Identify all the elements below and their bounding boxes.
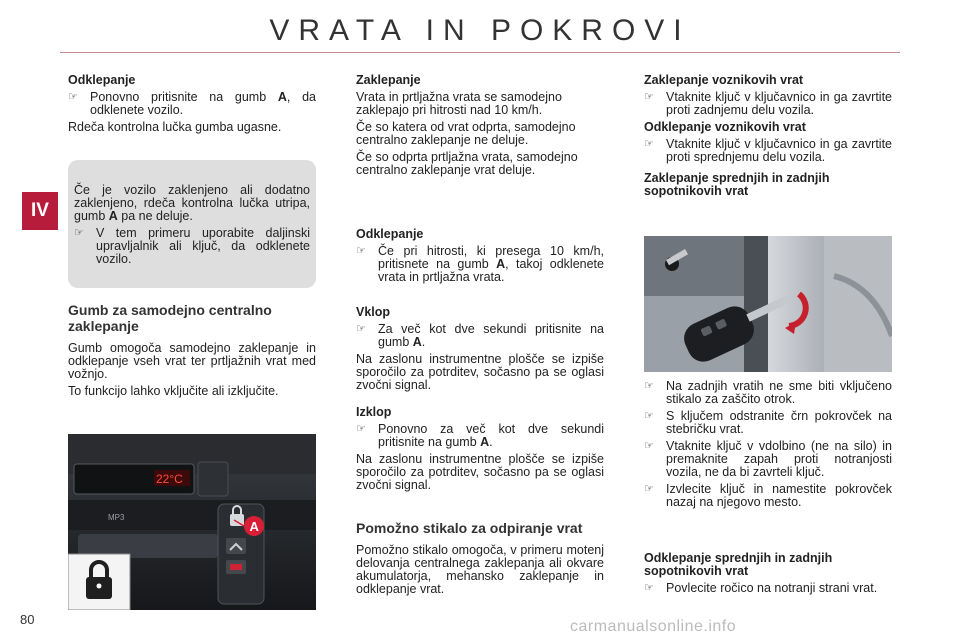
column-2-aux (356, 520, 604, 600)
speed-unlock-bullet: ☞ Če pri hitrosti, ki presega 10 km/h, pritisnete na gumb A, takoj odklenete vrata in prtljažna vrata. (356, 244, 604, 284)
note-text: Če je vozilo zaklenjeno ali dodatno zaklenjeno, rdeča kontrolna lučka utripa, gumb A pa ne deluje. (74, 183, 310, 223)
pointing-hand-icon: ☞ (356, 423, 366, 435)
column-2-off (356, 406, 604, 496)
mp3-label: MP3 (108, 513, 125, 522)
passenger-bullet-1: ☞ Na zadnjih vratih ne sme biti vključeno stikalo za zaščito otrok. (644, 379, 892, 406)
pointing-hand-icon: ☞ (356, 323, 366, 335)
pointing-hand-icon: ☞ (644, 410, 654, 422)
aux-text: Pomožno stikalo omogoča, v primeru motenj delovanja centralnega zaklepanja ali okvare akumulatorja, mehansko zaklepanje in odklepanje vrat. (356, 543, 604, 596)
column-3-bullets (644, 380, 892, 513)
watermark: carmanualsonline.info (570, 618, 737, 635)
lock-heading: Zaklepanje (356, 73, 421, 87)
note-box-content (74, 184, 310, 270)
pointing-hand-icon: ☞ (644, 138, 654, 150)
driver-lock-bullet: ☞ Vtaknite ključ v ključavnico in ga zavrtite proti zadnjemu delu vozila. (644, 90, 892, 117)
pointing-hand-icon: ☞ (644, 440, 654, 452)
page-number: 80 (20, 612, 35, 627)
column-3-unlock (644, 552, 892, 599)
unlock-bullet: ☞ Ponovno pritisnite na gumb A, da odklenete vozilo. (68, 90, 316, 117)
off-heading: Izklop (356, 405, 392, 419)
speed-unlock-heading: Odklepanje (356, 227, 424, 241)
lock-text-3: Če so odprta prtljažna vrata, samodejno centralno zaklepanje vrat deluje. (356, 150, 578, 177)
auto-lock-text-2: To funkcijo lahko vključite ali izključite. (68, 384, 279, 398)
passenger-bullet-2: ☞ S ključem odstranite črn pokrovček na stebričku vrat. (644, 409, 892, 436)
passenger-bullet-4: ☞ Izvlecite ključ in namestite pokrovček nazaj na njegovo mesto. (644, 482, 892, 509)
unlock-heading: Odklepanje (68, 73, 136, 87)
unlock-note: Rdeča kontrolna lučka gumba ugasne. (68, 120, 282, 134)
pointing-hand-icon: ☞ (356, 245, 366, 257)
passenger-unlock-bullet: ☞ Povlecite ročico na notranji strani vrat. (644, 581, 878, 595)
passenger-lock-heading: Zaklepanje sprednjih in zadnjih sopotnikovih vrat (644, 171, 830, 198)
button-a-label: A (249, 519, 259, 534)
column-2-unlock (356, 228, 604, 288)
auto-lock-heading: Gumb za samodejno centralno zaklepanje (68, 302, 272, 334)
on-heading: Vklop (356, 305, 391, 319)
aux-heading: Pomožno stikalo za odpiranje vrat (356, 520, 583, 536)
lock-text-1: Vrata in prtljažna vrata se samodejno zaklepajo pri hitrosti nad 10 km/h. (356, 90, 562, 117)
column-2 (356, 74, 604, 181)
pointing-hand-icon: ☞ (644, 91, 654, 103)
driver-unlock-bullet: ☞ Vtaknite ključ v ključavnico in ga zavrtite proti sprednjemu delu vozila. (644, 137, 892, 164)
on-text: Na zaslonu instrumentne plošče se izpiše sporočilo za potrditev, sočasno pa se oglasi zvočni signal. (356, 352, 604, 392)
door-key-photo (644, 236, 892, 372)
note-bullet: ☞ V tem primeru uporabite daljinski upravljalnik ali ključ, da odklenete vozilo. (74, 226, 310, 266)
pointing-hand-icon: ☞ (644, 483, 654, 495)
title-divider (60, 52, 900, 53)
chapter-tab: IV (22, 192, 58, 230)
passenger-bullet-3: ☞ Vtaknite ključ v vdolbino (ne na silo) in premaknite zapah proti notranjosti vozila, ne da bi zavrteli ključ. (644, 439, 892, 479)
column-1 (68, 74, 316, 138)
driver-lock-heading: Zaklepanje voznikovih vrat (644, 73, 804, 87)
temp-display: 22°C (156, 472, 183, 486)
column-2-on (356, 306, 604, 396)
column-3 (644, 74, 892, 202)
passenger-unlock-heading: Odklepanje sprednjih in zadnjih sopotnikovih vrat (644, 551, 833, 578)
auto-lock-text-1: Gumb omogoča samodejno zaklepanje in odklepanje vseh vrat ter prtljažnih vrat med vožnjo. (68, 341, 316, 381)
auto-lock-section (68, 302, 316, 402)
dashboard-photo (68, 434, 316, 610)
on-bullet: ☞ Za več kot dve sekundi pritisnite na gumb A. (356, 322, 604, 349)
pointing-hand-icon: ☞ (644, 380, 654, 392)
page-title: VRATA IN POKROVI (269, 14, 691, 47)
pointing-hand-icon: ☞ (74, 227, 84, 239)
pointing-hand-icon: ☞ (68, 91, 78, 103)
off-bullet: ☞ Ponovno za več kot dve sekundi pritisnite na gumb A. (356, 422, 604, 449)
lock-text-2: Če so katera od vrat odprta, samodejno centralno zaklepanje ne deluje. (356, 120, 576, 147)
driver-unlock-heading: Odklepanje voznikovih vrat (644, 120, 806, 134)
off-text: Na zaslonu instrumentne plošče se izpiše sporočilo za potrditev, sočasno pa se oglasi zvočni signal. (356, 452, 604, 492)
pointing-hand-icon: ☞ (644, 582, 654, 594)
